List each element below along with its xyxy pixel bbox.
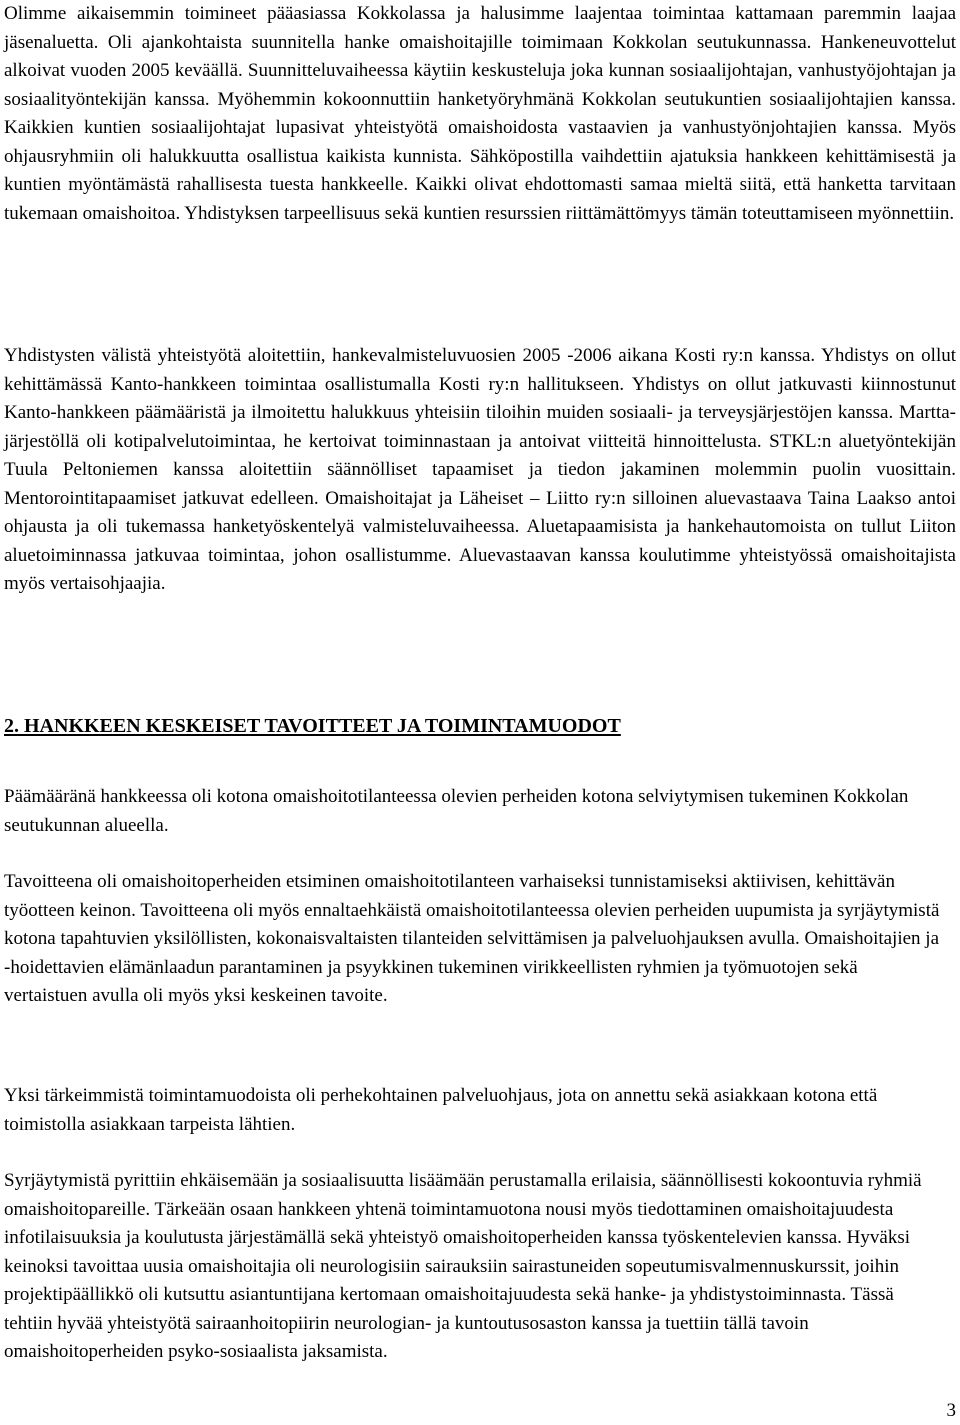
paragraph-background: Olimme aikaisemmin toimineet pääasiassa Kokkolassa ja halusimme laajentaa toimintaa kattamaan paremmin laajaa jäsenaluetta. Oli ajankohtaista suunnitella hanke omaishoitajille toimimaan Kokkolan seutukunnassa. Hankeneuvottelut alkoivat vuoden 2005 keväällä. Suunnitteluvaiheessa käytiin keskusteluja joka kunnan sosiaalijohtajan, vanhustyöjohtajan ja sosiaalityöntekijän kanssa. Myöhemmin kokoonnuttiin hanketyöryhmänä Kokkolan seutukuntien sosiaalijohtajien kanssa. Kaikkien kuntien sosiaalijohtajat lupasivat yhteistyötä omaishoidosta vastaavien ja vanhustyönjohtajien kanssa. Myös ohjausryhmiin oli halukkuutta osallistua kaikista kunnista. Sähköpostilla vaihdettiin ajatuksia hankkeen kehittämisestä ja kuntien myöntämästä rahallisesta tuesta hankkeelle. Kaikki olivat ehdottomasti samaa mieltä siitä, että hanketta tarvitaan tukemaan omaishoitoa. Yhdistyksen tarpeellisuus sekä kuntien resurssien riittämättömyys tämän toteuttamiseen myönnettiin. [4,3,956,224]
page-number: 3 [946,1400,956,1421]
paragraph-objectives: Tavoitteena oli omaishoitoperheiden etsiminen omaishoitotilanteen varhaiseksi tunnistamiseksi aktiivisen, kehittävän työotteen keinon. Tavoitteena oli myös ennaltaehkäistä omaishoitotilanteessa olevien perheiden uupumista ja syrjäytymistä kotona tapahtuvien yksilöllisten, kokonaisvaltaisten tilanteiden selvittämisen ja palveluohjauksen avulla. Omaishoitajien ja -hoidettavien elämänlaadun parantaminen ja psyykkinen tukeminen virikkeellisten ryhmien ja työmuotojen sekä vertaistuen avulla oli myös yksi keskeinen tavoite. [4,871,940,1007]
paragraph-cooperation: Yhdistysten välistä yhteistyötä aloitettiin, hankevalmisteluvuosien 2005 -2006 aikana Kosti ry:n kanssa. Yhdistys on ollut kehittämässä Kanto-hankkeen toimintaa osallistumalla Kosti ry:n hallitukseen. Yhdistys on ollut jatkuvasti kiinnostunut Kanto-hankkeen päämääristä ja ilmoitettu halukkuus yhteisiin tiloihin muiden sosiaali- ja terveysjärjestöjen kanssa. Martta-järjestöllä oli kotipalvelutoimintaa, he kertoivat toiminnastaan ja antoivat viitteitä hinnoittelusta. STKL:n aluetyöntekijän Tuula Peltoniemen kanssa aloitettiin säännölliset tapaamiset ja tiedon jakaminen molemmin puolin vuosittain. Mentorointitapaamiset jatkuvat edelleen. Omaishoitajat ja Läheiset – Liitto ry:n silloinen aluevastaava Taina Laakso antoi ohjausta ja oli tukemassa hanketyöskentelyä valmisteluvaiheessa. Aluetapaamisista ja hankehautomoista on tullut Liiton aluetoiminnassa jatkuvaa toimintaa, johon osallistumme. Aluevastaavan kanssa koulutimme yhteistyössä omaishoitajista myös vertaisohjaajia. [4,345,956,595]
paragraph-service-guidance: Yksi tärkeimmistä toimintamuodoista oli perhekohtainen palveluohjaus, jota on annettu sekä asiakkaan kotona että toimistolla asiakkaan tarpeista lähtien. [4,1085,878,1135]
paragraph-goal: Päämääränä hankkeessa oli kotona omaishoitotilanteessa olevien perheiden kotona selviytymisen tukeminen Kokkolan seutukunnan alueella. [4,786,909,836]
paragraph-activities: Syrjäytymistä pyrittiin ehkäisemään ja sosiaalisuutta lisäämään perustamalla erilaisia, säännöllisesti kokoontuvia ryhmiä omaishoitopareille. Tärkeään osaan hankkeen yhtenä toimintamuotona nousi myös tiedottaminen omaishoitajuudesta infotilaisuuksia ja koulutusta järjestämällä sekä yhteistyö omaishoitoperheiden kanssa työskentelevien kanssa. Hyväksi keinoksi tavoittaa uusia omaishoitajia oli neurologisiin sairauksiin sairastuneiden sopeutumisvalmennuskurssit, joihin projektipäällikkö oli kutsuttu asiantuntijana kertomaan omaishoitajuudesta sekä hanke- ja yhdistystoiminnasta. Tässä tehtiin hyvää yhteistyötä sairaanhoitopiirin neurologian- ja kuntoutusosaston kanssa ja tuettiin tällä tavoin omaishoitoperheiden psyko-sosiaalista jaksamista. [4,1170,922,1363]
section-heading: 2. HANKKEEN KESKEISET TAVOITTEET JA TOIMINTAMUODOT [4,715,621,737]
